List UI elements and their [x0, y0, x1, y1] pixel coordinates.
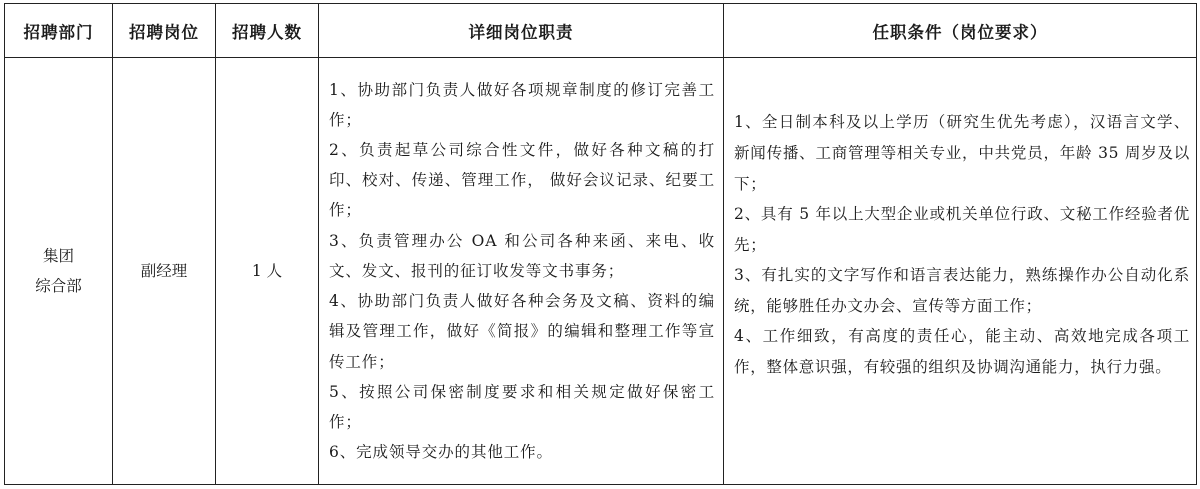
header-duties: 详细岗位职责 — [319, 4, 724, 58]
header-position: 招聘岗位 — [113, 4, 216, 58]
position-cell: 副经理 — [113, 58, 216, 485]
table-header — [5, 4, 1197, 58]
department-line: 集团 — [42, 247, 74, 265]
duty-item: 2、负责起草公司综合性文件，做好各种文稿的打印、校对、传递、管理工作， 做好会议记录、纪要工作； — [329, 141, 715, 220]
requirement-item: 1、全日制本科及以上学历（研究生优先考虑），汉语言文学、新闻传播、工商管理等相关专业，中共党员，年龄 35 周岁及以下； — [734, 113, 1190, 193]
requirement-item: 2、具有 5 年以上大型企业或机关单位行政、文秘工作经验者优先； — [734, 205, 1190, 254]
header-requirements: 任职条件（岗位要求） — [724, 4, 1197, 58]
table-body — [5, 58, 1197, 485]
header-department: 招聘部门 — [5, 4, 113, 58]
duties-cell — [319, 58, 724, 485]
department-cell — [5, 58, 113, 485]
header-row — [5, 4, 1197, 58]
requirement-item: 4、工作细致，有高度的责任心，能主动、高效地完成各项工作，整体意识强，有较强的组织及协调沟通能力，执行力强。 — [734, 327, 1190, 377]
count-cell: 1 人 — [216, 58, 319, 485]
table-row — [5, 58, 1197, 485]
duty-item: 6、完成领导交办的其他工作。 — [329, 443, 553, 462]
header-count: 招聘人数 — [216, 4, 319, 58]
duty-item: 4、协助部门负责人做好各种会务及文稿、资料的编辑及管理工作，做好《简报》的编辑和整理工作等宣传工作； — [329, 292, 715, 371]
duty-item: 1、协助部门负责人做好各项规章制度的修订完善工作； — [329, 80, 715, 129]
duty-item: 5、按照公司保密制度要求和相关规定做好保密工作； — [329, 382, 715, 431]
requirement-item: 3、有扎实的文字写作和语言表达能力，熟练操作办公自动化系统，能够胜任办文办会、宣传等方面工作； — [734, 266, 1190, 315]
recruitment-table — [4, 3, 1197, 485]
department-line: 综合部 — [35, 277, 82, 295]
duty-item: 3、负责管理办公 OA 和公司各种来函、来电、收文、发文、报刊的征订收发等文书事务； — [329, 231, 715, 280]
requirements-cell — [724, 58, 1197, 485]
